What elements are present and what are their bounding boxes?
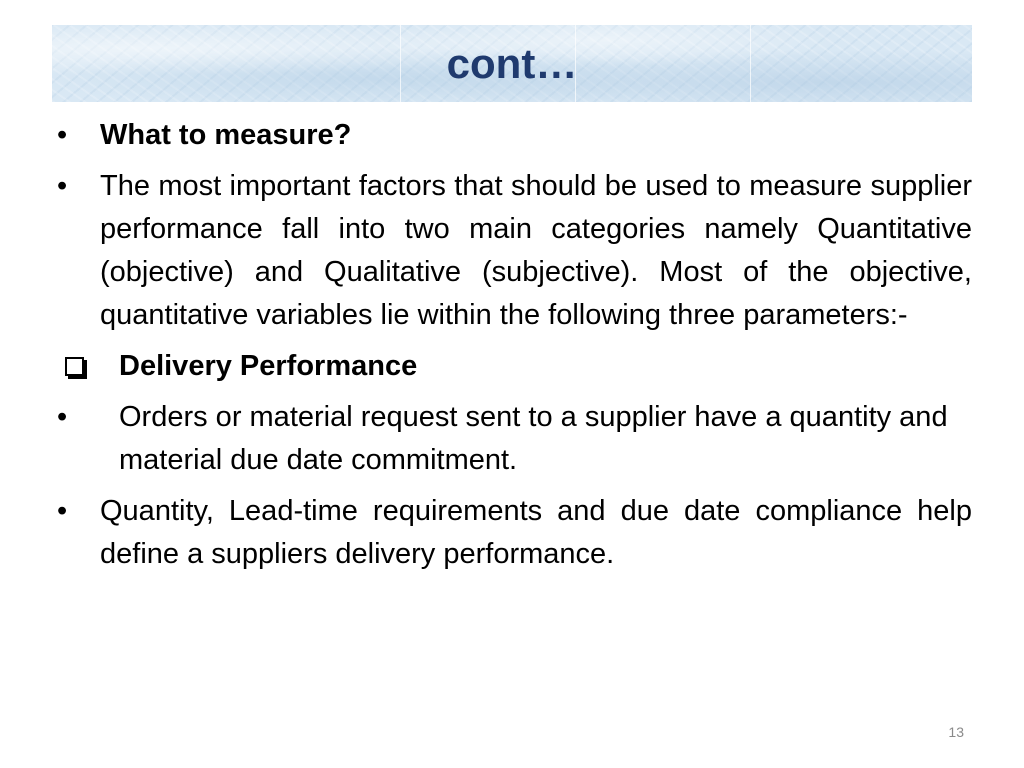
bullet-text: What to measure? bbox=[100, 119, 352, 151]
bullet-text: Quantity, Lead-time requirements and due date compliance help define a suppliers delivery performance. bbox=[100, 495, 972, 570]
bullet-icon: • bbox=[57, 495, 68, 527]
slide-title: cont… bbox=[446, 40, 578, 87]
bullet-icon: • bbox=[57, 119, 68, 151]
page-number: 13 bbox=[948, 724, 964, 740]
bullet-text: Delivery Performance bbox=[119, 350, 418, 382]
bullet-text: Orders or material request sent to a supplier have a quantity and material due date commitment. bbox=[119, 401, 948, 476]
checkbox-bullet-item bbox=[52, 345, 972, 388]
checkbox-icon bbox=[65, 357, 84, 376]
bullet-text: The most important factors that should be used to measure supplier performance fall into two main categories namely Quantitative (objective) and Qualitative (subjective). Most of the objective, quantitative variables lie within the following three parameters:- bbox=[100, 170, 972, 331]
bullet-item bbox=[52, 490, 972, 576]
title-banner bbox=[52, 25, 972, 102]
bullet-item bbox=[52, 396, 972, 482]
slide-body bbox=[52, 114, 972, 584]
bullet-icon: • bbox=[57, 170, 68, 202]
bullet-item bbox=[52, 165, 972, 337]
bullet-item bbox=[52, 114, 972, 157]
bullet-icon: • bbox=[57, 401, 68, 433]
